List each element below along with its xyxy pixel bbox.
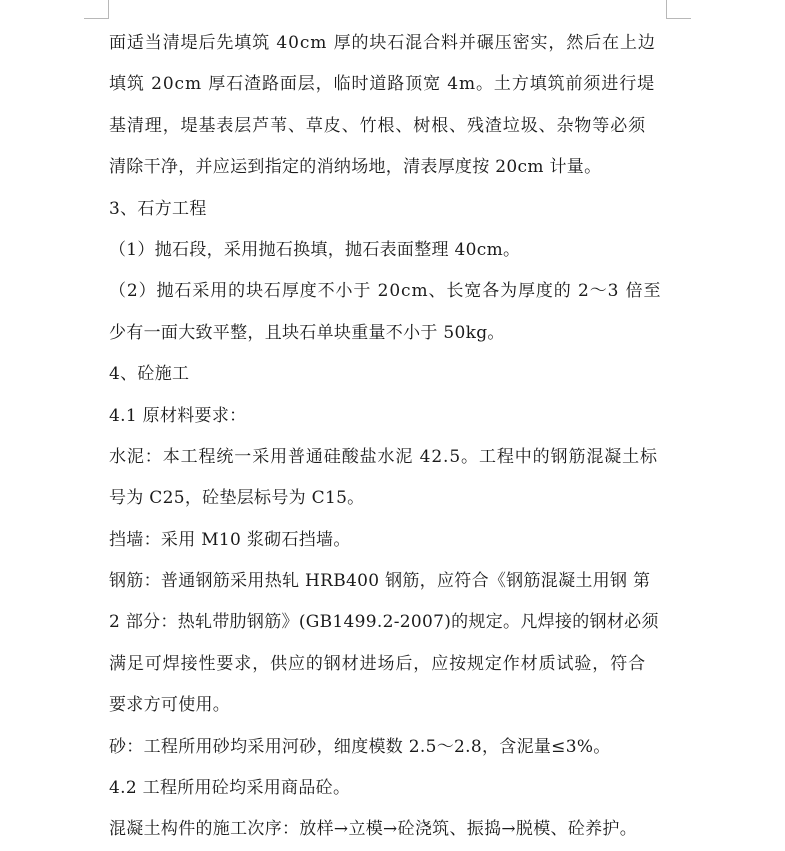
paragraph-line: 砂：工程所用砂均采用河砂，细度模数 2.5～2.8，含泥量≤3%。 bbox=[109, 736, 611, 757]
margin-corner-mark-left bbox=[84, 0, 109, 19]
paragraph-line: 填筑 20cm 厚石渣路面层，临时道路顶宽 4m。土方填筑前须进行堤 bbox=[109, 74, 656, 95]
paragraph-line: 钢筋：普通钢筋采用热轧 HRB400 钢筋，应符合《钢筋混凝土用钢 第 bbox=[109, 571, 651, 592]
subsection-heading: 4.2 工程所用砼均采用商品砼。 bbox=[109, 778, 351, 799]
subsection-heading: 4.1 原材料要求： bbox=[109, 405, 247, 426]
paragraph-line: 混凝土构件的施工次序：放样→立模→砼浇筑、振捣→脱模、砼养护。 bbox=[109, 819, 638, 840]
paragraph-line: 挡墙：采用 M10 浆砌石挡墙。 bbox=[109, 529, 351, 550]
list-item: （1）抛石段，采用抛石换填，抛石表面整理 40cm。 bbox=[109, 239, 521, 260]
paragraph-line: 少有一面大致平整，且块石单块重量不小于 50kg。 bbox=[109, 322, 505, 343]
margin-corner-mark-right bbox=[666, 0, 691, 19]
paragraph-line: 满足可焊接性要求，供应的钢材进场后，应按规定作材质试验，符合 bbox=[109, 653, 646, 674]
section-heading: 4、砼施工 bbox=[109, 364, 190, 385]
section-heading: 3、石方工程 bbox=[109, 198, 207, 219]
paragraph-line: 号为 C25，砼垫层标号为 C15。 bbox=[109, 488, 365, 509]
paragraph-line: 基清理，堤基表层芦苇、草皮、竹根、树根、残渣垃圾、杂物等必须 bbox=[109, 115, 646, 136]
document-body bbox=[109, 23, 675, 851]
paragraph-line: 水泥：本工程统一采用普通硅酸盐水泥 42.5。工程中的钢筋混凝土标 bbox=[109, 446, 658, 467]
paragraph-line: 2 部分：热轧带肋钢筋》(GB1499.2-2007)的规定。凡焊接的钢材必须 bbox=[109, 612, 659, 633]
paragraph-line: 面适当清堤后先填筑 40cm 厚的块石混合料并碾压密实，然后在上边 bbox=[109, 33, 656, 53]
list-item: （2）抛石采用的块石厚度不小于 20cm、长宽各为厚度的 2～3 倍至 bbox=[109, 281, 662, 302]
paragraph-line: 清除干净，并应运到指定的消纳场地，清表厚度按 20cm 计量。 bbox=[109, 157, 602, 178]
paragraph-line: 要求方可使用。 bbox=[109, 695, 231, 716]
